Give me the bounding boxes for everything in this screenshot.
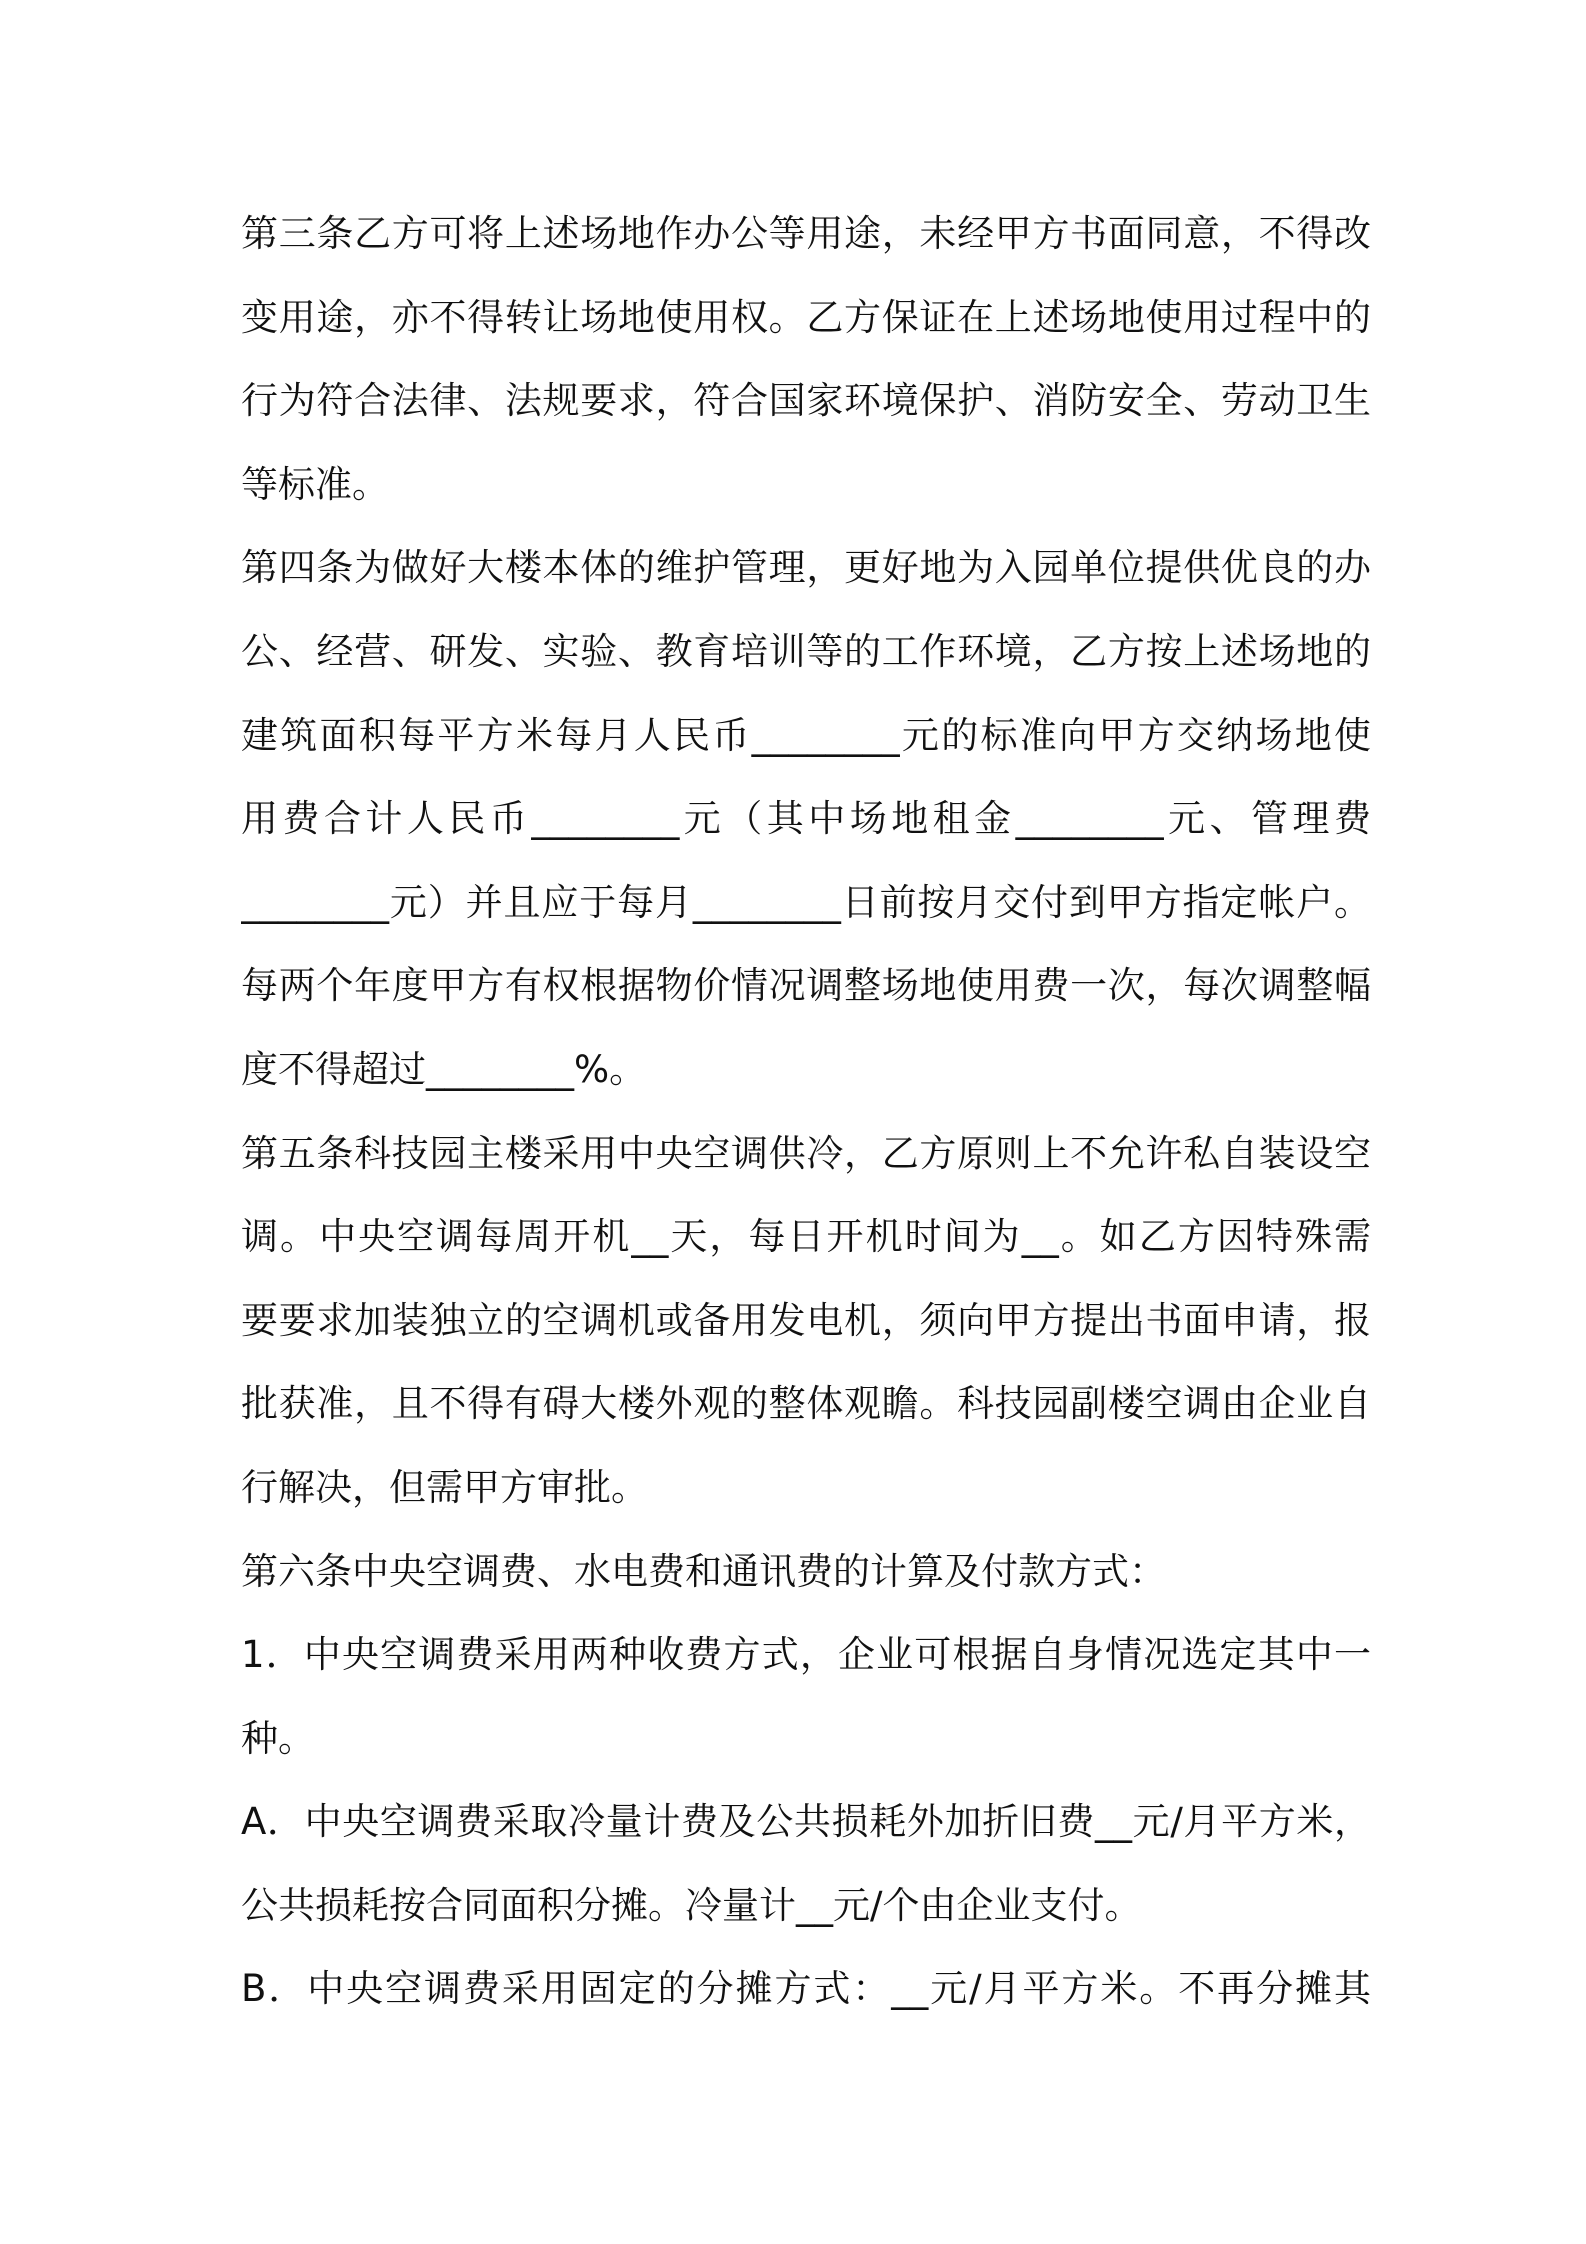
text-line: 1．中央空调费采用两种收费方式，企业可根据自身情况选定其中一 bbox=[241, 1633, 1371, 1677]
text-line: 第五条科技园主楼采用中央空调供冷，乙方原则上不允许私自装设空 bbox=[241, 1131, 1371, 1175]
text-line: 行为符合法律、法规要求，符合国家环境保护、消防安全、劳动卫生 bbox=[241, 379, 1371, 423]
text-line: 建筑面积每平方米每月人民币________元的标准向甲方交纳场地使 bbox=[241, 713, 1371, 757]
text-line: A．中央空调费采取冷量计费及公共损耗外加折旧费__元/月平方米， bbox=[241, 1800, 1371, 1844]
text-line: ________元）并且应于每月________日前按月交付到甲方指定帐户。 bbox=[241, 880, 1371, 924]
text-line: 变用途，亦不得转让场地使用权。乙方保证在上述场地使用过程中的 bbox=[241, 295, 1371, 339]
text-line: 用费合计人民币________元（其中场地租金________元、管理费 bbox=[241, 797, 1371, 841]
text-line: 第三条乙方可将上述场地作办公等用途，未经甲方书面同意，不得改 bbox=[241, 212, 1371, 255]
text-line: 度不得超过________%。 bbox=[241, 1047, 647, 1091]
text-line: 种。 bbox=[241, 1716, 315, 1760]
text-line: 第四条为做好大楼本体的维护管理，更好地为入园单位提供优良的办 bbox=[241, 546, 1371, 590]
text-line: 要要求加装独立的空调机或备用发电机，须向甲方提出书面申请，报 bbox=[241, 1298, 1371, 1342]
text-line: 公、经营、研发、实验、教育培训等的工作环境，乙方按上述场地的 bbox=[241, 629, 1371, 673]
document-body bbox=[241, 192, 1371, 2031]
text-line: 调。中央空调每周开机__天，每日开机时间为__。如乙方因特殊需 bbox=[241, 1215, 1371, 1259]
text-line: 行解决，但需甲方审批。 bbox=[241, 1465, 648, 1509]
text-line: 批获准，且不得有碍大楼外观的整体观瞻。科技园副楼空调由企业自 bbox=[241, 1382, 1371, 1426]
text-line: 每两个年度甲方有权根据物价情况调整场地使用费一次，每次调整幅 bbox=[241, 964, 1371, 1008]
text-line: 公共损耗按合同面积分摊。冷量计__元/个由企业支付。 bbox=[241, 1883, 1142, 1927]
text-line: 第六条中央空调费、水电费和通讯费的计算及付款方式： bbox=[241, 1549, 1166, 1593]
text-line: 等标准。 bbox=[241, 462, 389, 506]
text-line: B．中央空调费采用固定的分摊方式：__元/月平方米。不再分摊其 bbox=[241, 1967, 1371, 2011]
